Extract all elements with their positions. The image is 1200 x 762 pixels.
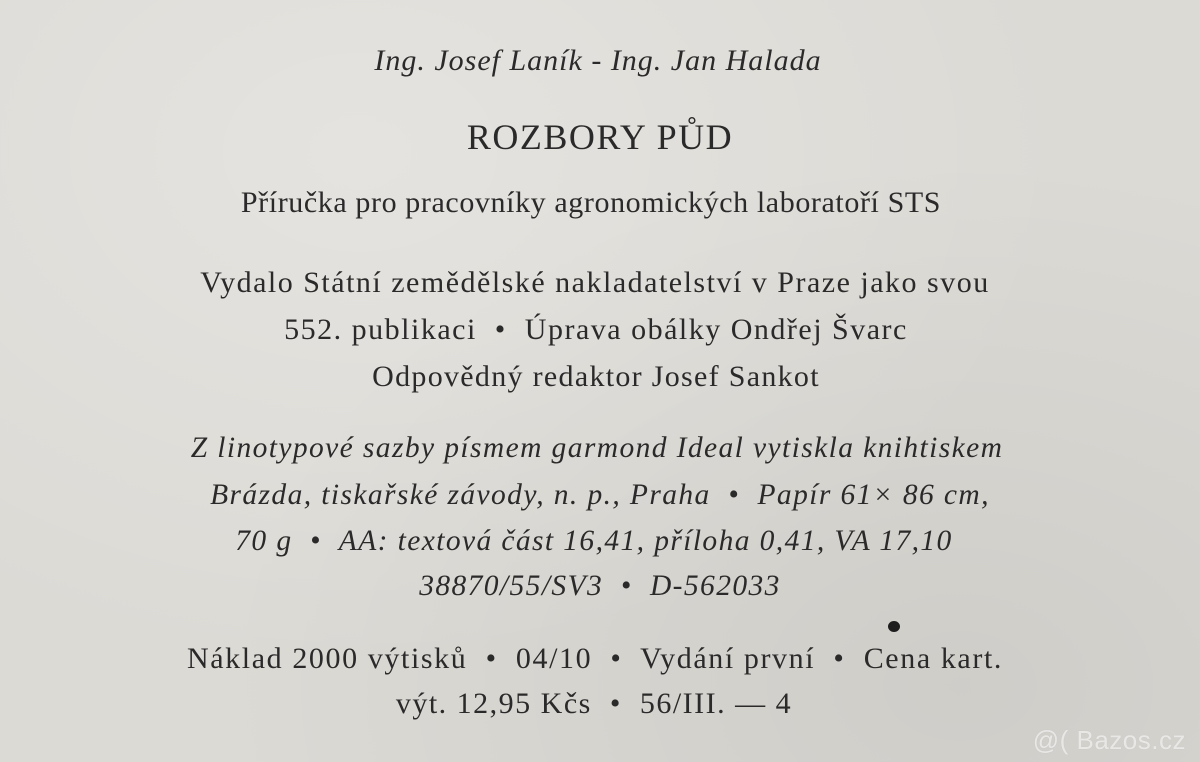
printing-line-4: 38870/55/SV3 • D-562033 [419, 570, 781, 602]
printing-line-2: Brázda, tiskařské závody, n. p., Praha • Papír 61× 86 cm, [210, 479, 990, 511]
edition-line-1: Náklad 2000 výtisků • 04/10 • Vydání první • Cena kart. [187, 642, 1003, 675]
ink-spot [888, 621, 900, 632]
printing-line-3: 70 g • AA: textová část 16,41, příloha 0,41, VA 17,10 [235, 525, 953, 557]
book-subtitle: Příručka pro pracovníky agronomických laboratoří STS [240, 186, 942, 219]
edition-line-2: výt. 12,95 Kčs • 56/III. — 4 [395, 687, 793, 720]
authors: Ing. Josef Laník - Ing. Jan Halada [374, 44, 822, 77]
publisher-line-2: 552. publikaci • Úprava obálky Ondřej Švarc [284, 313, 908, 346]
publisher-line-3: Odpovědný redaktor Josef Sankot [372, 360, 820, 393]
publisher-line-1: Vydalo Státní zemědělské nakladatelství v Praze jako svou [200, 266, 990, 299]
watermark: @( Bazos.cz [1032, 725, 1186, 755]
printing-line-1: Z linotypové sazby písmem garmond Ideal vytiskla knihtiskem [190, 432, 1004, 464]
book-title: ROZBORY PŮD [466, 117, 734, 157]
